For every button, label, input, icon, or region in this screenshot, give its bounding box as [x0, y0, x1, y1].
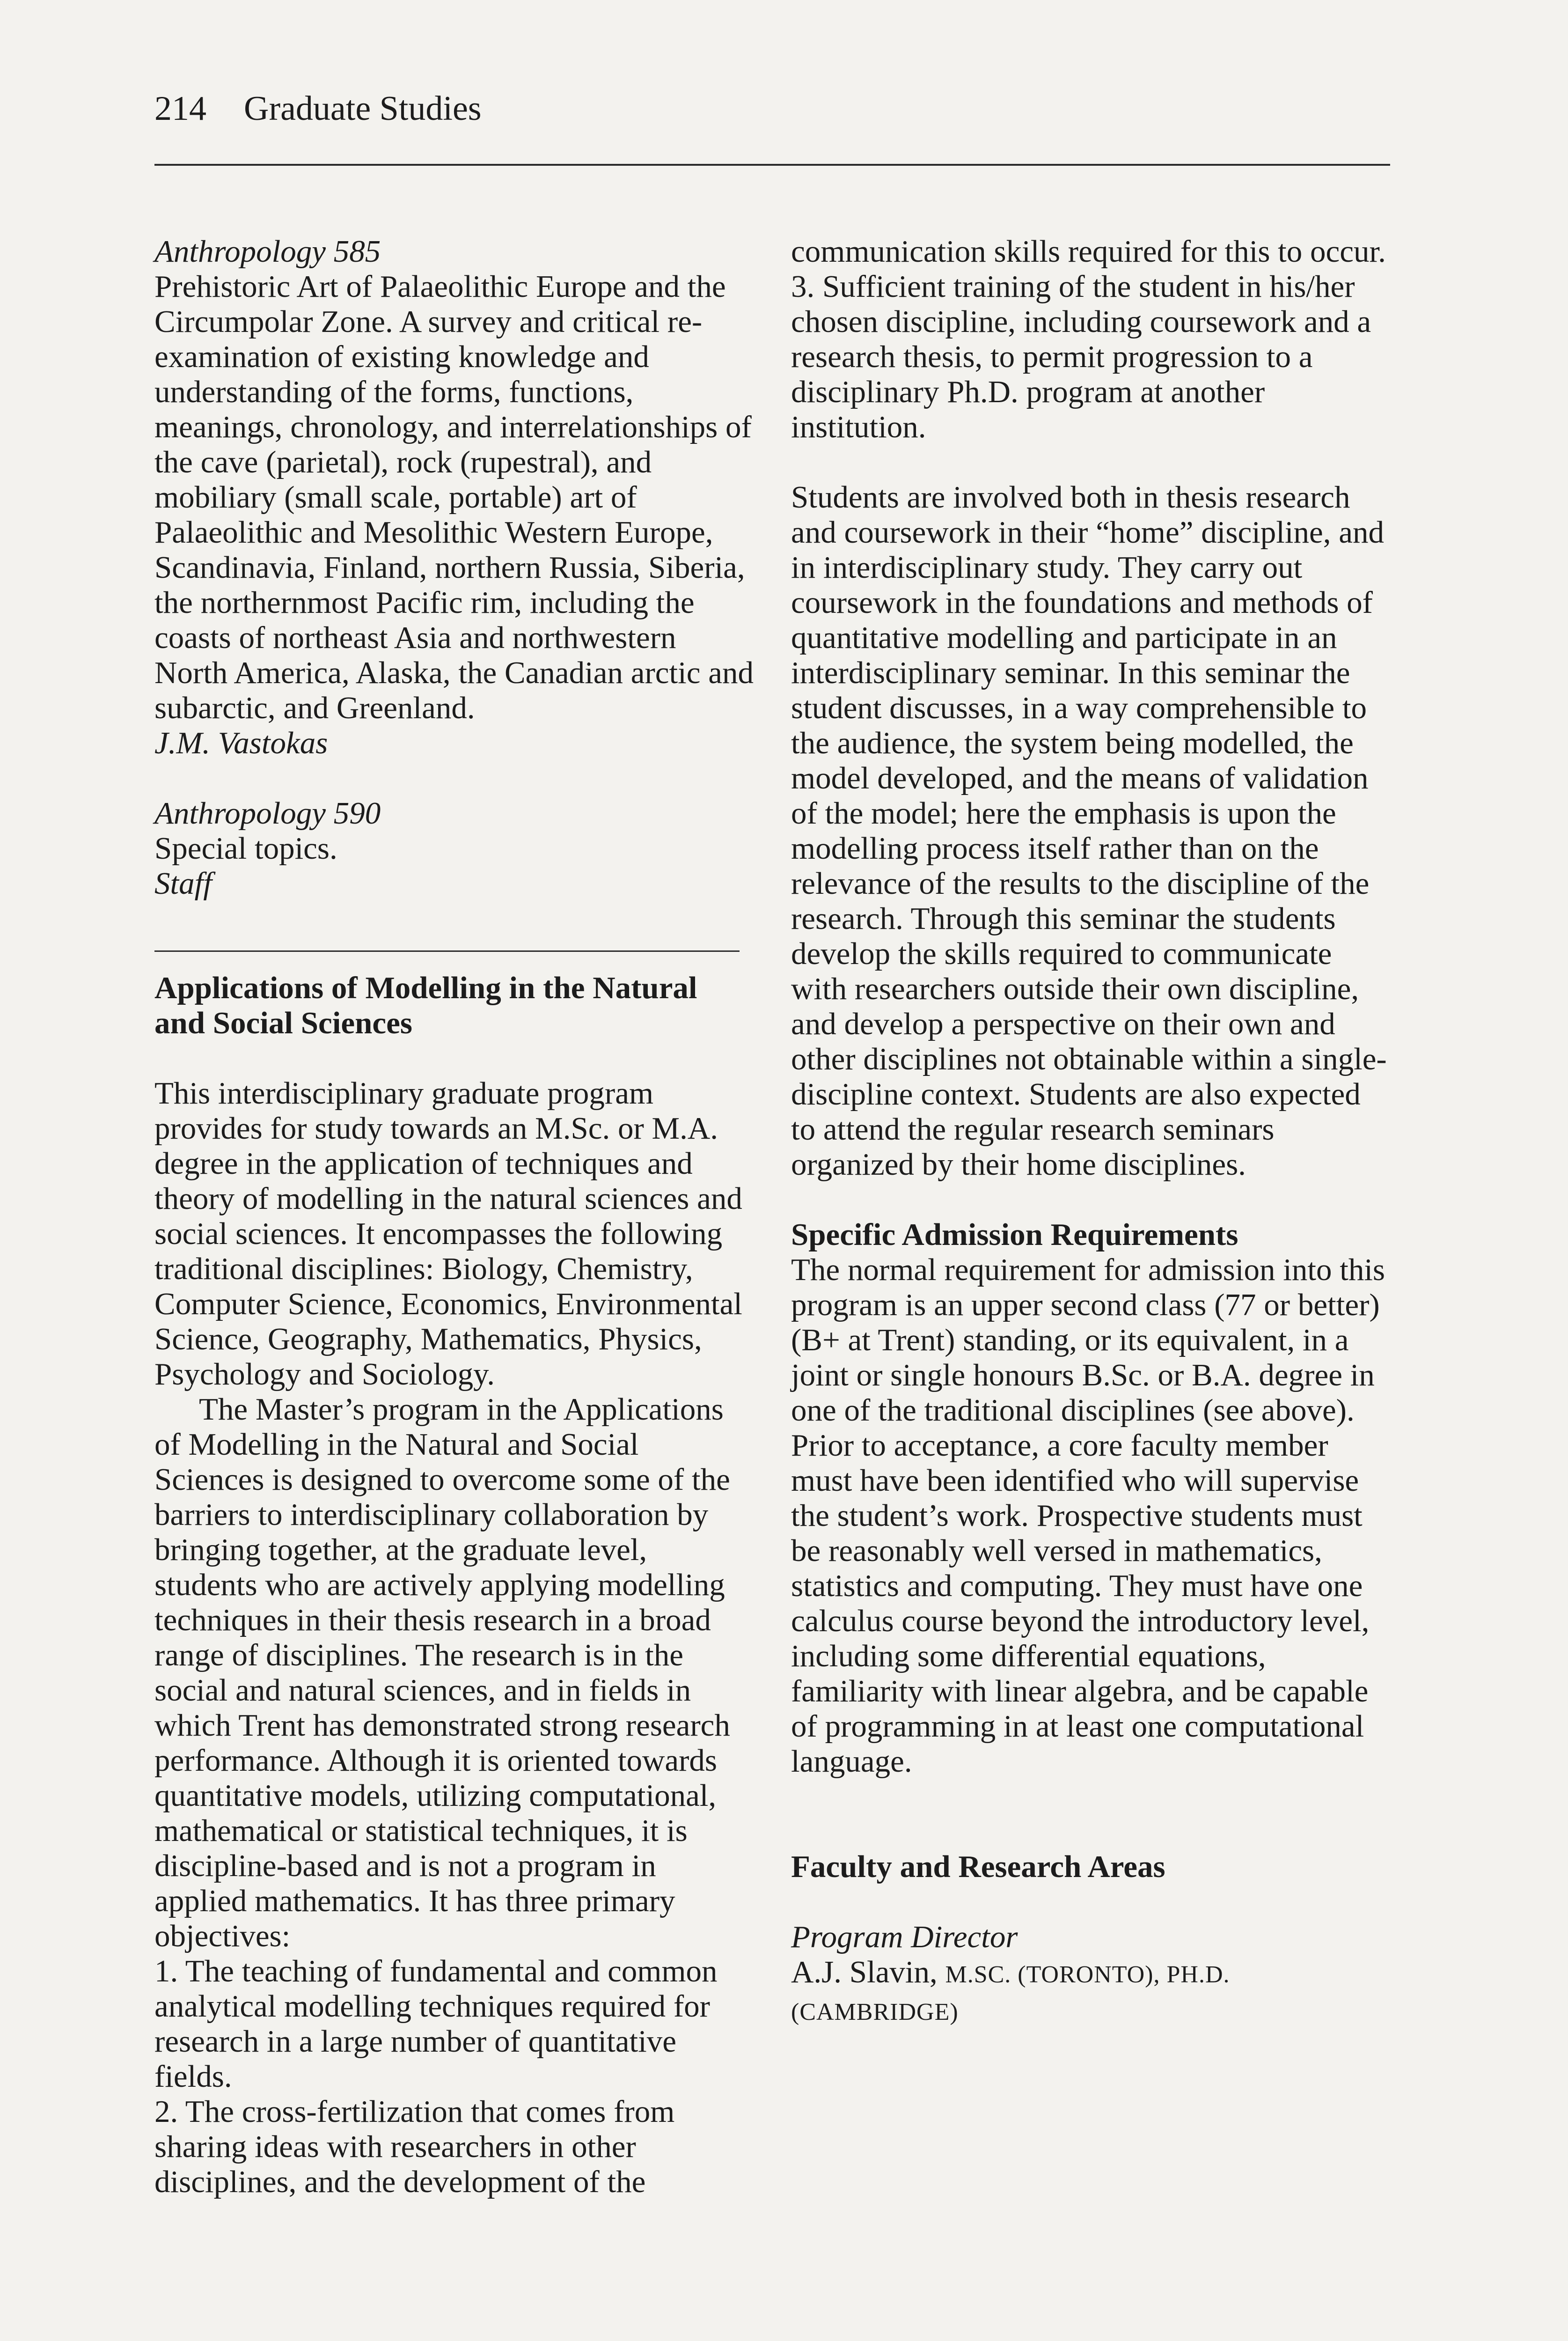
program-description-paragraph: The Master’s program in the Applications of Modelling in the Natural and Social Sciences is designed to overcome some of the barriers to interdisciplinary collaboration by bringing together, at the graduate level, students who are actively applying modelling techniques in their thesis research in a broad range of disciplines. The research is in the social and natural sciences, and in fields in which Trent has demonstrated strong research performance. Although it is oriented towards quantitative models, utilizing computational, mathematical or statistical techniques, it is discipline-based and is not a program in applied mathematics. It has three primary objectives: [154, 1392, 730, 1953]
program-director-name: A.J. Slavin, [791, 1955, 938, 1989]
objective-1: 1. The teaching of fundamental and common analytical modelling techniques required for research in a large number of quantitative fields. [154, 1954, 718, 2094]
page-number: 214 [154, 89, 206, 128]
left-column [154, 234, 754, 2200]
program-director-credentials: M.SC. (TORONTO), PH.D. (CAMBRIDGE) [791, 1961, 1230, 2025]
course-code-585: Anthropology 585 [154, 234, 381, 269]
objective-3: 3. Sufficient training of the student in his/her chosen discipline, including coursework and a research thesis, to permit progression to a disciplinary Ph.D. program at another institution. [791, 269, 1371, 444]
course-description-585: Prehistoric Art of Palaeolithic Europe and the Circumpolar Zone. A survey and critical re-examination of existing knowledge and understanding of the forms, functions, meanings, chronology, and interrelationships of the cave (parietal), rock (rupestral), and mobiliary (small scale, portable) art of Palaeolithic and Mesolithic Western Europe, Scandinavia, Finland, northern Russia, Siberia, the northernmost Pacific rim, including the coasts of northeast Asia and northwestern North America, Alaska, the Canadian arctic and subarctic, and Greenland. [154, 269, 754, 725]
admission-heading: Specific Admission Requirements [791, 1217, 1238, 1252]
interdisciplinary-paragraph: Students are involved both in thesis research and coursework in their “home” discipline, and in interdisciplinary study. They carry out coursework in the foundations and methods of quantitative modelling and participate in an interdisciplinary seminar. In this seminar the student discusses, in a way comprehensible to the audience, the system being modelled, the model developed, and the means of validation of the model; here the emphasis is upon the modelling process itself rather than on the relevance of the results to the discipline of the research. Through this seminar the students develop the skills required to communicate with researchers outside their own discipline, and develop a perspective on their own and other disciplines not obtainable within a single-discipline context. Students are also expected to attend the regular research seminars organized by their home disciplines. [791, 480, 1387, 1182]
course-code-590: Anthropology 590 [154, 796, 381, 831]
header-rule [154, 164, 1390, 166]
section-title: Graduate Studies [244, 89, 482, 128]
course-description-590: Special topics. [154, 831, 337, 866]
admission-requirements-text: The normal requirement for admission into this program is an upper second class (77 or better) (B+ at Trent) standing, or its equivalent, in a joint or single honours B.Sc. or B.A. degree in one of the traditional disciplines (see above). Prior to acceptance, a core faculty member must have been identified who will supervise the student’s work. Prospective students must be reasonably well versed in mathematics, statistics and computing. They must have one calculus course beyond the introductory level, including some differential equations, familiarity with linear algebra, and be capable of programming in at least one computational language. [791, 1252, 1385, 1779]
program-intro-paragraph: This interdisciplinary graduate program provides for study towards an M.Sc. or M.A. degree in the application of techniques and theory of modelling in the natural sciences and social sciences. It encompasses the following traditional disciplines: Biology, Chemistry, Computer Science, Economics, Environmental Science, Geography, Mathematics, Physics, Psychology and Sociology. [154, 1076, 742, 1391]
program-director-title: Program Director [791, 1920, 1018, 1954]
course-instructor-590: Staff [154, 866, 212, 901]
faculty-heading: Faculty and Research Areas [791, 1849, 1165, 1884]
course-instructor-585: J.M. Vastokas [154, 726, 328, 760]
right-column [791, 234, 1390, 2030]
page-header [154, 89, 482, 129]
program-director-entry [791, 1955, 1390, 2030]
objective-2-continued: communication skills required for this to occur. [791, 234, 1386, 269]
program-heading: Applications of Modelling in the Natural and Social Sciences [154, 971, 697, 1040]
objective-2: 2. The cross-fertilization that comes from sharing ideas with researchers in other disciplines, and the development of the [154, 2094, 675, 2199]
